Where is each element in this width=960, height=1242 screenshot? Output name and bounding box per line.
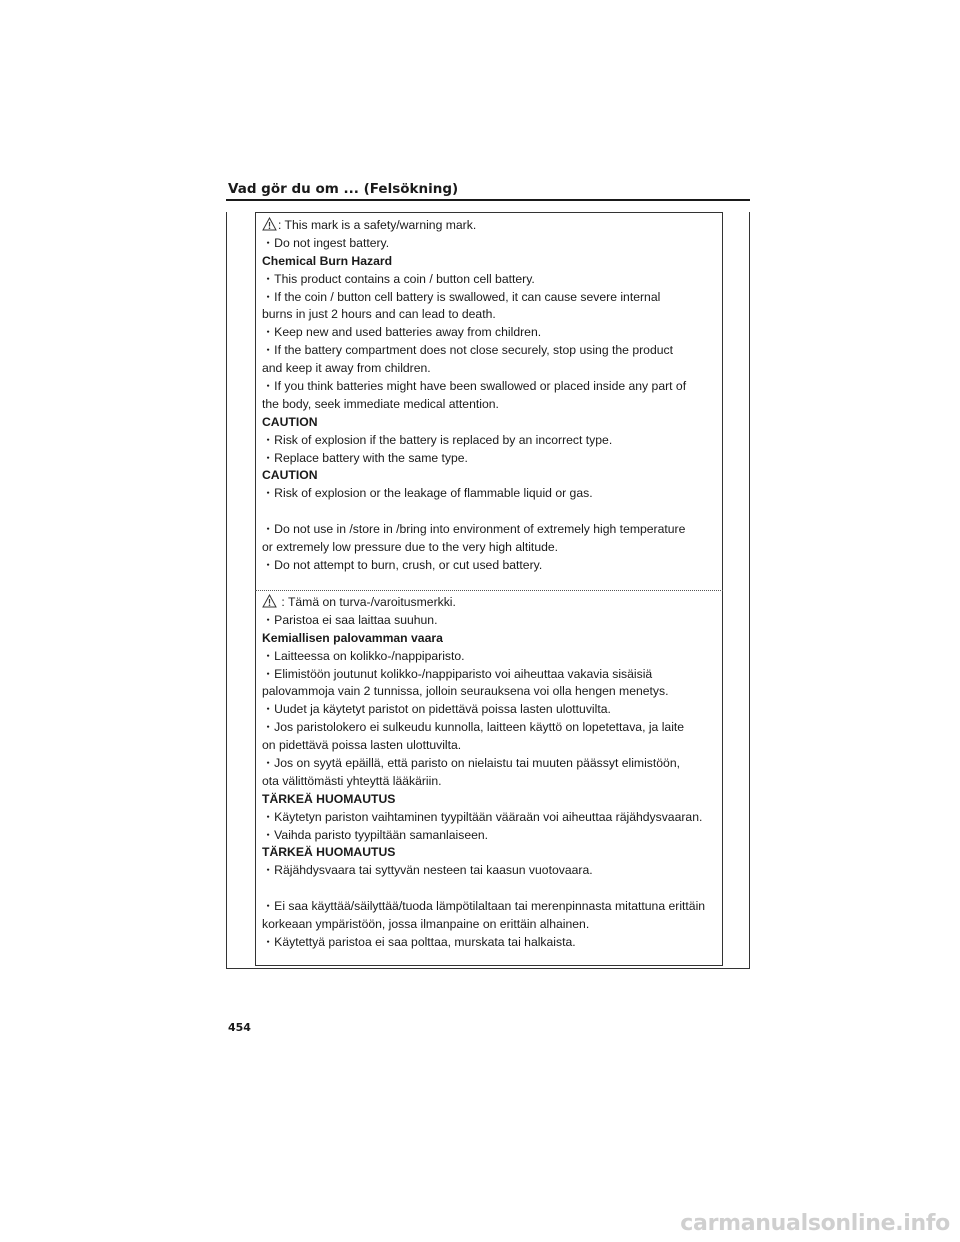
english-line-text: ・If the battery compartment does not close securely, stop using the product <box>262 343 673 358</box>
finnish-line-text: ・Vaihda paristo tyypiltään samanlaiseen. <box>262 827 489 842</box>
english-line-text: or extremely low pressure due to the very high altitude. <box>262 540 559 555</box>
english-line <box>262 378 720 396</box>
finnish-line-text: ・Räjähdysvaara tai syttyvän nesteen tai kaasun vuotovaara. <box>262 863 593 878</box>
warning-triangle-icon <box>262 594 277 608</box>
finnish-line <box>262 648 720 666</box>
finnish-line <box>262 916 720 934</box>
english-line <box>262 271 720 289</box>
english-line <box>262 324 720 342</box>
english-line-text: ・Risk of explosion or the leakage of flammable liquid or gas. <box>262 486 593 501</box>
english-line <box>262 521 720 539</box>
warning-triangle-icon <box>262 217 277 231</box>
finnish-line <box>262 827 720 845</box>
english-warning-text <box>262 217 720 575</box>
english-line-text: Chemical Burn Hazard <box>262 253 393 268</box>
english-line-text: ・If the coin / button cell battery is swallowed, it can cause severe internal <box>262 289 661 304</box>
language-divider <box>255 590 723 591</box>
english-line <box>262 414 720 432</box>
finnish-line <box>262 755 720 773</box>
finnish-line <box>262 934 720 952</box>
header-rule <box>226 199 750 201</box>
finnish-line <box>262 880 720 898</box>
english-line <box>262 432 720 450</box>
english-line <box>262 467 720 485</box>
finnish-line <box>262 809 720 827</box>
finnish-line <box>262 898 720 916</box>
finnish-line-text: : Tämä on turva-/varoitusmerkki. <box>278 595 456 609</box>
finnish-line <box>262 683 720 701</box>
page-header-title: Vad gör du om ... (Felsökning) <box>228 181 459 197</box>
english-line-text: CAUTION <box>262 468 318 483</box>
finnish-line <box>262 719 720 737</box>
page-number: 454 <box>228 1021 251 1034</box>
finnish-line <box>262 844 720 862</box>
english-line-text: : This mark is a safety/warning mark. <box>278 218 477 232</box>
finnish-line-text: ・Paristoa ei saa laittaa suuhun. <box>262 612 438 627</box>
watermark: carmanualsonline.info <box>680 1211 950 1236</box>
finnish-line-text: ・Käytetyn pariston vaihtaminen tyypiltään vääraän voi aiheuttaa räjähdysvaaran. <box>262 809 703 824</box>
finnish-line-text: ・Jos on syytä epäillä, että paristo on nielaistu tai muuten päässyt elimistöön, <box>262 756 680 771</box>
english-line <box>262 485 720 503</box>
finnish-line-text: TÄRKEÄ HUOMAUTUS <box>262 791 396 806</box>
english-line-text: ・Do not attempt to burn, crush, or cut used battery. <box>262 557 543 572</box>
finnish-line-text: ota välittömästi yhteyttä lääkäriin. <box>262 773 442 788</box>
english-line-text: and keep it away from children. <box>262 361 431 376</box>
finnish-line <box>262 701 720 719</box>
finnish-line <box>262 773 720 791</box>
english-line-text: ・This product contains a coin / button cell battery. <box>262 271 535 286</box>
english-line-text: the body, seek immediate medical attention. <box>262 396 499 411</box>
finnish-line-text: ・Laitteessa on kolikko-/nappiparisto. <box>262 648 465 663</box>
finnish-line <box>262 612 720 630</box>
english-line <box>262 235 720 253</box>
finnish-line <box>262 862 720 880</box>
finnish-line-text: ・Elimistöön joutunut kolikko-/nappiparisto voi aiheuttaa vakavia sisäisiä <box>262 666 653 681</box>
finnish-line-text: ・Ei saa käyttää/säilyttää/tuoda lämpötilaltaan tai merenpinnasta mitattuna erittäin <box>262 899 706 914</box>
finnish-line <box>262 791 720 809</box>
finnish-line <box>262 630 720 648</box>
finnish-line-text: ・Uudet ja käytetyt paristot on pidettävä poissa lasten ulottuvilta. <box>262 702 611 717</box>
english-line <box>262 557 720 575</box>
finnish-line <box>262 737 720 755</box>
finnish-line <box>262 666 720 684</box>
english-line <box>262 217 720 235</box>
english-line-text: ・If you think batteries might have been swallowed or placed inside any part of <box>262 379 687 394</box>
english-line <box>262 360 720 378</box>
finnish-line-text: ・Käytettyä paristoa ei saa polttaa, murskata tai halkaista. <box>262 934 576 949</box>
finnish-line-text: ・Jos paristolokero ei sulkeudu kunnolla, laitteen käyttö on lopetettava, ja laite <box>262 720 685 735</box>
english-line <box>262 396 720 414</box>
english-line-text: ・Replace battery with the same type. <box>262 450 468 465</box>
finnish-warning-text <box>262 594 720 952</box>
finnish-line-text: palovammoja vain 2 tunnissa, jolloin seurauksena voi olla hengen menetys. <box>262 684 669 699</box>
finnish-line-text: on pidettävä poissa lasten ulottuvilta. <box>262 738 462 753</box>
english-line-text: CAUTION <box>262 414 318 429</box>
finnish-line <box>262 594 720 612</box>
english-line-text: burns in just 2 hours and can lead to death. <box>262 307 496 322</box>
english-line-text: ・Do not ingest battery. <box>262 235 390 250</box>
english-line-text: ・Risk of explosion if the battery is replaced by an incorrect type. <box>262 432 613 447</box>
english-line <box>262 289 720 307</box>
english-line <box>262 306 720 324</box>
finnish-line-text: Kemiallisen palovamman vaara <box>262 630 443 645</box>
english-line-text: ・Keep new and used batteries away from children. <box>262 325 542 340</box>
english-line <box>262 503 720 521</box>
english-line <box>262 450 720 468</box>
english-line <box>262 342 720 360</box>
english-line <box>262 539 720 557</box>
finnish-line-text: korkeaan ympäristöön, jossa ilmanpaine on erittäin alhainen. <box>262 917 590 932</box>
finnish-line-text: TÄRKEÄ HUOMAUTUS <box>262 845 396 860</box>
english-line <box>262 253 720 271</box>
english-line-text: ・Do not use in /store in /bring into environment of extremely high temperature <box>262 522 686 537</box>
